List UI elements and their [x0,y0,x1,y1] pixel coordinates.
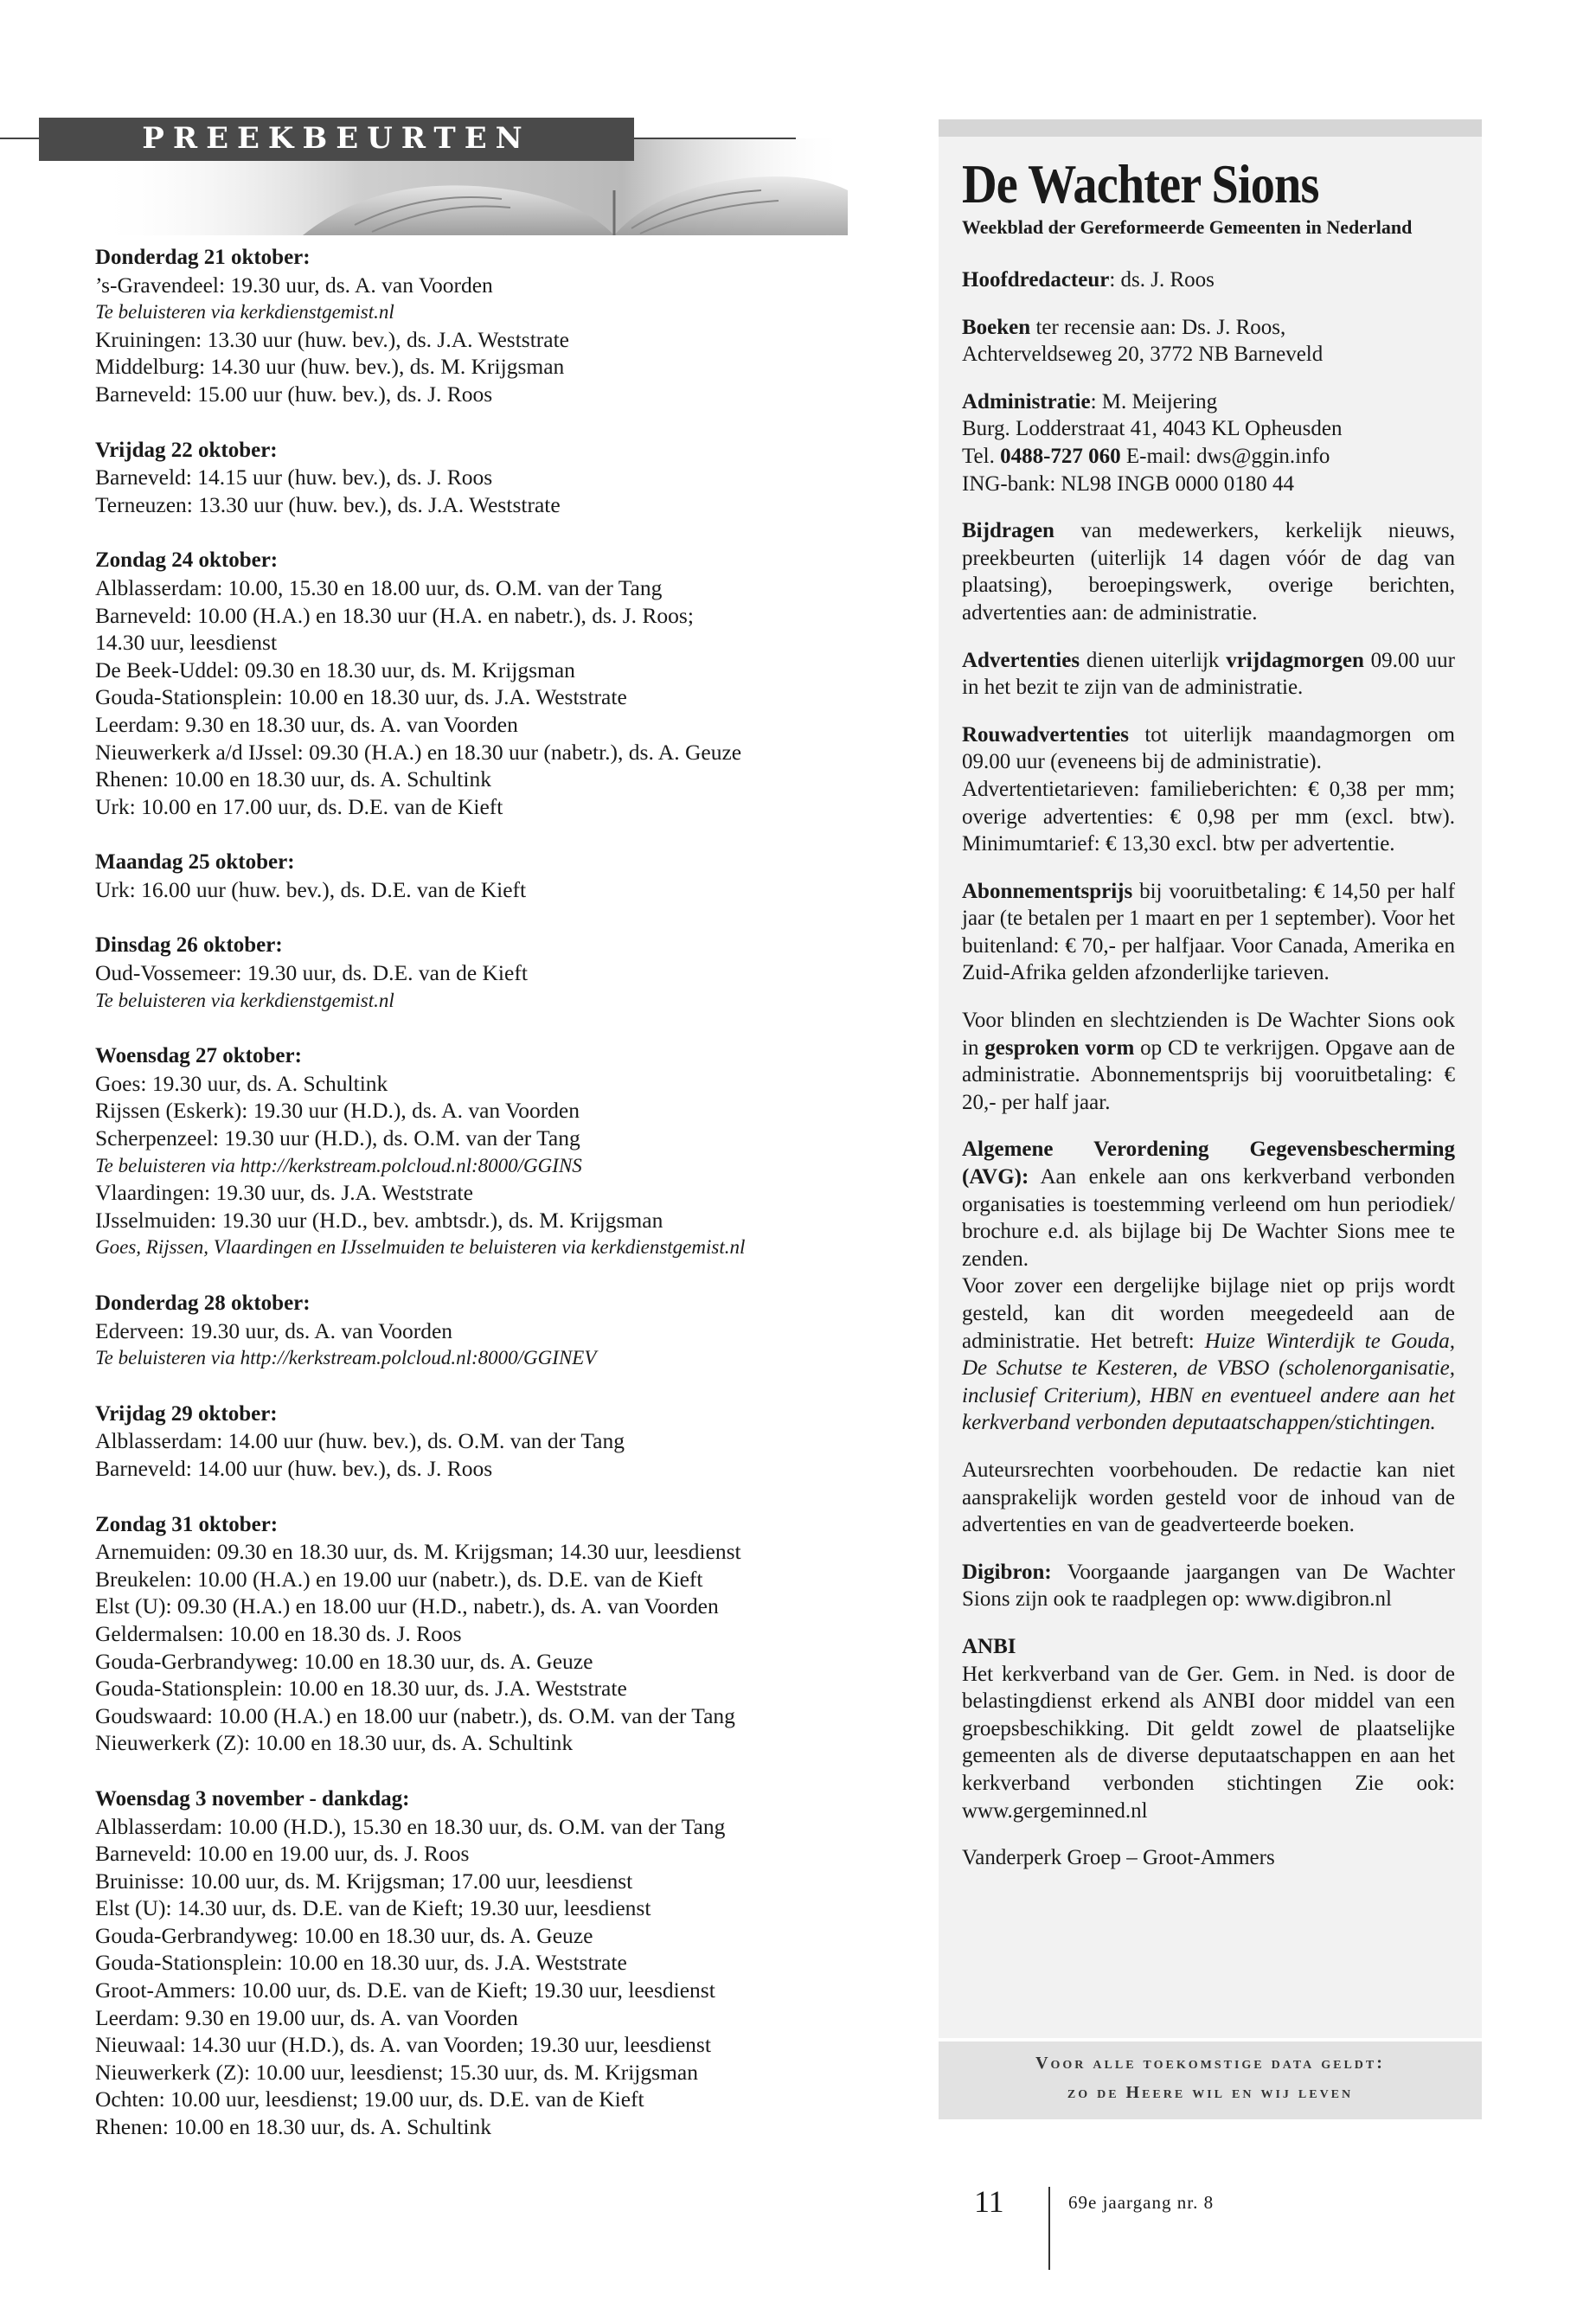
tel-prefix: Tel. [962,444,1001,468]
day-block [95,1290,917,1372]
preekbeurten-title-bar [39,118,634,161]
service-line: Leerdam: 9.30 en 18.30 uur, ds. A. van Voorden [95,711,518,737]
avg-label: Algemene Verordening Gegevensbescherming (AVG): [962,1138,1455,1189]
blinden-paragraph [962,1007,1455,1116]
administratie-text: : M. Meijering [1090,389,1218,413]
service-line: Nieuwaal: 14.30 uur (H.D.), ds. A. van Voorden; 19.30 uur, leesdienst [95,2032,711,2058]
service-line: Nieuwerkerk a/d IJssel: 09.30 (H.A.) en 18.30 uur (nabetr.), ds. A. Geuze [95,739,742,765]
avg-text-2: Voor zover een dergelijke bijlage niet op prijs wordt gesteld, kan dit worden meegedeeld aan de administratie. Het betreft: [962,1274,1455,1353]
boeken-text: ter recensie aan: Ds. J. Roos, [1030,315,1286,339]
day-heading: Maandag 25 oktober: [95,850,295,875]
abonnement-label: Abonnementsprijs [962,879,1133,903]
day-block [95,932,917,1014]
administratie-address: Burg. Lodderstraat 41, 4043 KL Opheusden [962,417,1343,441]
boeken-label: Boeken [962,315,1031,339]
rouwadvertenties-paragraph [962,721,1455,858]
bijdragen-label: Bijdragen [962,519,1054,543]
day-block [95,849,917,903]
service-line: Rhenen: 10.00 en 18.30 uur, ds. A. Schultink [95,766,491,792]
day-heading: Woensdag 3 november - dankdag: [95,1786,410,1811]
service-line: Urk: 16.00 uur (huw. bev.), ds. D.E. van de Kieft [95,876,527,902]
service-line: Alblasserdam: 10.00 (H.D.), 15.30 en 18.30 uur, ds. O.M. van der Tang [95,1813,726,1839]
service-line: Nieuwerkerk (Z): 10.00 en 18.30 uur, ds. A. Schultink [95,1730,574,1756]
day-block [95,547,917,820]
broadcast-note: Te beluisteren via http://kerkstream.polcloud.nl:8000/GGINEV [95,1347,597,1369]
service-line: De Beek-Uddel: 09.30 en 18.30 uur, ds. M. Krijgsman [95,657,575,683]
bijdragen-paragraph [962,517,1455,626]
colofon-body [962,266,1455,1892]
broadcast-note: Te beluisteren via http://kerkstream.polcloud.nl:8000/GGINS [95,1154,582,1176]
administratie-paragraph [962,388,1455,497]
day-heading: Zondag 24 oktober: [95,548,279,573]
day-heading: Zondag 31 oktober: [95,1512,279,1536]
service-line: Alblasserdam: 10.00, 15.30 en 18.00 uur, ds. O.M. van der Tang [95,574,663,600]
service-line: Bruinisse: 10.00 uur, ds. M. Krijgsman; 17.00 uur, leesdienst [95,1868,633,1894]
hoofdredacteur-label: Hoofdredacteur [962,268,1110,292]
day-heading: Vrijdag 22 oktober: [95,438,278,462]
service-line: Groot-Ammers: 10.00 uur, ds. D.E. van de Kieft; 19.30 uur, leesdienst [95,1977,715,2003]
gesproken-vorm: gesproken vorm [984,1035,1135,1060]
closing-line-1: Voor alle toekomstige data geldt: [1035,2054,1385,2073]
abonnement-paragraph [962,878,1455,987]
colofon-top-bar [939,119,1482,137]
service-line: Arnemuiden: 09.30 en 18.30 uur, ds. M. Krijgsman; 14.30 uur, leesdienst [95,1539,741,1565]
bijdragen-text: van medewerkers, kerkelijk nieuws, preekbeurten (uiterlijk 14 dagen vóór de dag van plaatsing), beroepingswerk, overige berichten, advertenties aan: de administratie. [962,519,1455,625]
anbi-paragraph [962,1633,1455,1824]
service-line: Barneveld: 14.15 uur (huw. bev.), ds. J. Roos [95,465,493,490]
service-line: ’s-Gravendeel: 19.30 uur, ds. A. van Voorden [95,272,493,298]
service-line: Middelburg: 14.30 uur (huw. bev.), ds. M. Krijgsman [95,354,565,380]
advertenties-text-2: 09.00 uur in het bezit te zijn van de administratie. [962,648,1456,700]
advertenties-text-1: dienen uiterlijk [1080,648,1227,672]
service-line: Rijssen (Eskerk): 19.30 uur (H.D.), ds. A. van Voorden [95,1098,580,1124]
day-heading: Donderdag 28 oktober: [95,1292,311,1315]
day-heading: Woensdag 27 oktober: [95,1044,302,1068]
digibron-paragraph [962,1559,1455,1613]
hoofdredacteur-text: : ds. J. Roos [1109,268,1215,292]
service-line: Terneuzen: 13.30 uur (huw. bev.), ds. J.A. Weststrate [95,491,561,517]
service-line: Barneveld: 14.00 uur (huw. bev.), ds. J. Roos [95,1455,493,1481]
blinden-text-2: op CD te verkrijgen. Opgave aan de administratie. Abonnementsprijs bij vooruitbetaling: € 20,- per half jaar. [962,1035,1456,1114]
service-line: Oud-Vossemeer: 19.30 uur, ds. D.E. van de Kieft [95,960,528,986]
colofon-panel [939,119,1482,2119]
service-line: Leerdam: 9.30 en 19.00 uur, ds. A. van Voorden [95,2004,518,2030]
advertenties-paragraph [962,647,1455,702]
digibron-label: Digibron: [962,1560,1052,1584]
preekbeurten-list [95,244,917,2141]
service-line: Geldermalsen: 10.00 en 18.30 ds. J. Roos [95,1620,462,1646]
avg-organisations: Huize Winterdijk te Gouda, De Schutse te Kesteren, de VBSO (scholenorganisatie, inclusief Criterium), HBN en eventueel andere aan het kerkverband verbonden deputaatschappen/stichtingen. [962,1329,1455,1435]
service-line: Ederveen: 19.30 uur, ds. A. van Voorden [95,1317,453,1343]
anbi-text: Het kerkverband van de Ger. Gem. in Ned. is door de belastingdienst erkend als ANBI door middel van een groepsbeschikking. Dit geldt zowel de plaatselijke gemeenten als de diverse deputaatschappen en aan het kerkverband verbonden stichtingen Zie ook: www.gergeminned.nl [962,1662,1455,1823]
broadcast-note: Te beluisteren via kerkdienstgemist.nl [95,301,394,324]
service-line: Alblasserdam: 14.00 uur (huw. bev.), ds. O.M. van der Tang [95,1428,625,1454]
service-line: Rhenen: 10.00 en 18.30 uur, ds. A. Schultink [95,2114,491,2140]
closing-line-2: zo de Heere wil en wij leven [1067,2083,1354,2102]
service-line: Barneveld: 10.00 (H.A.) en 18.30 uur (H.A. en nabetr.), ds. J. Roos; [95,602,694,628]
day-heading: Dinsdag 26 oktober: [95,933,283,958]
service-line: Barneveld: 10.00 en 19.00 uur, ds. J. Roos [95,1841,470,1867]
service-line: Vlaardingen: 19.30 uur, ds. J.A. Weststrate [95,1180,473,1206]
service-line: IJsselmuiden: 19.30 uur (H.D., bev. ambtsdr.), ds. M. Krijgsman [95,1207,663,1233]
service-line: Nieuwerkerk (Z): 10.00 uur, leesdienst; 15.30 uur, ds. M. Krijgsman [95,2059,698,2085]
tarieven-text: Advertentietarieven: familieberichten: € 0,38 per mm; overige advertenties: € 0,98 per mm (excl. btw). Minimumtarief: € 13,30 excl. btw per advertentie. [962,777,1455,856]
abonnement-text: bij vooruitbetaling: € 14,50 per half jaar (te betalen per 1 maart en per 1 september). Voor het buitenland: € 70,- per halfjaar. Voor Canada, Amerika en Zuid-Afrika gelden afzonderlijke tarieven. [962,879,1455,985]
day-block [95,1511,917,1757]
service-line: Gouda-Stationsplein: 10.00 en 18.30 uur, ds. J.A. Weststrate [95,1676,627,1702]
day-block [95,244,917,408]
service-line: Elst (U): 14.30 uur, ds. D.E. van de Kieft; 19.30 uur, leesdienst [95,1895,651,1921]
day-heading: Donderdag 21 oktober: [95,246,311,269]
rouw-label: Rouwadvertenties [962,722,1130,747]
service-line: Gouda-Gerbrandyweg: 10.00 en 18.30 uur, ds. A. Geuze [95,1922,593,1948]
advertenties-deadline: vrijdagmorgen [1226,648,1364,672]
rouw-text: tot uiterlijk maandagmorgen om 09.00 uur (eveneens bij de administratie). [962,722,1455,774]
avg-paragraph [962,1136,1455,1272]
hoofdredacteur-paragraph [962,266,1455,294]
advertenties-label: Advertenties [962,648,1080,672]
avg-text: Aan enkele aan ons kerkverband verbonden organisaties is toestemming verleend om hun periodiek/ brochure e.d. als bijlage bij De Wachter Sions mee te zenden. [962,1165,1455,1271]
service-line: Gouda-Stationsplein: 10.00 en 18.30 uur, ds. J.A. Weststrate [95,684,627,710]
service-line: Urk: 10.00 en 17.00 uur, ds. D.E. van de Kieft [95,793,503,819]
day-block [95,1042,917,1261]
service-line: Ochten: 10.00 uur, leesdienst; 19.00 uur, ds. D.E. van de Kieft [95,2086,644,2112]
service-line: Gouda-Stationsplein: 10.00 en 18.30 uur, ds. J.A. Weststrate [95,1950,627,1976]
day-heading: Vrijdag 29 oktober: [95,1401,278,1426]
preekbeurten-header [0,112,848,235]
service-line: Kruiningen: 13.30 uur (huw. bev.), ds. J.A. Weststrate [95,326,570,352]
broadcast-note: Te beluisteren via kerkdienstgemist.nl [95,989,394,1011]
day-block [95,1785,917,2141]
administratie-label: Administratie [962,389,1091,413]
digibron-text: Voorgaande jaargangen van De Wachter Sions zijn ook te raadplegen op: www.digibron.nl [962,1560,1455,1612]
day-block [95,1400,917,1483]
email-text: E-mail: dws@ggin.info [1120,444,1330,468]
broadcast-note: Goes, Rijssen, Vlaardingen en IJsselmuiden te beluisteren via kerkdienstgemist.nl [95,1236,746,1259]
tel-number: 0488-727 060 [1000,444,1121,468]
service-line: Goudswaard: 10.00 (H.A.) en 18.00 uur (nabetr.), ds. O.M. van der Tang [95,1702,735,1728]
masthead-title: De Wachter Sions [962,153,1319,215]
footer-divider [1048,2187,1050,2270]
day-block [95,437,917,519]
auteursrechten-paragraph: Auteursrechten voorbehouden. De redactie kan niet aansprakelijk worden gesteld voor de inhoud van de advertenties en van de geadverteerde boeken. [962,1458,1455,1537]
anbi-label: ANBI [962,1634,1016,1658]
service-line: Elst (U): 09.30 (H.A.) en 18.00 uur (H.D., nabetr.), ds. A. van Voorden [95,1593,719,1619]
service-line: Goes: 19.30 uur, ds. A. Schultink [95,1070,388,1096]
avg-paragraph-2 [962,1272,1455,1437]
service-line: Breukelen: 10.00 (H.A.) en 19.00 uur (nabetr.), ds. D.E. van de Kieft [95,1566,703,1592]
page-number: 11 [974,2184,1004,2219]
closing-banner [939,2038,1482,2119]
issue-label: 69e jaargang nr. 8 [1068,2192,1215,2213]
boeken-paragraph [962,314,1455,369]
service-line: Barneveld: 15.00 uur (huw. bev.), ds. J. Roos [95,381,493,407]
preekbeurten-title: PREEKBEURTEN [142,121,531,156]
blinden-text-1: Voor blinden en slechtzienden is De Wachter Sions ook in [962,1009,1455,1060]
bank-text: ING-bank: NL98 INGB 0000 0180 44 [962,471,1294,496]
service-line: Gouda-Gerbrandyweg: 10.00 en 18.30 uur, ds. A. Geuze [95,1648,593,1674]
boeken-address: Achterveldseweg 20, 3772 NB Barneveld [962,343,1324,367]
service-line: Scherpenzeel: 19.30 uur (H.D.), ds. O.M. van der Tang [95,1125,580,1151]
drukker-paragraph: Vanderperk Groep – Groot-Ammers [962,1846,1275,1870]
masthead-subtitle: Weekblad der Gereformeerde Gemeenten in Nederland [962,216,1413,238]
service-line: 14.30 uur, leesdienst [95,630,278,656]
